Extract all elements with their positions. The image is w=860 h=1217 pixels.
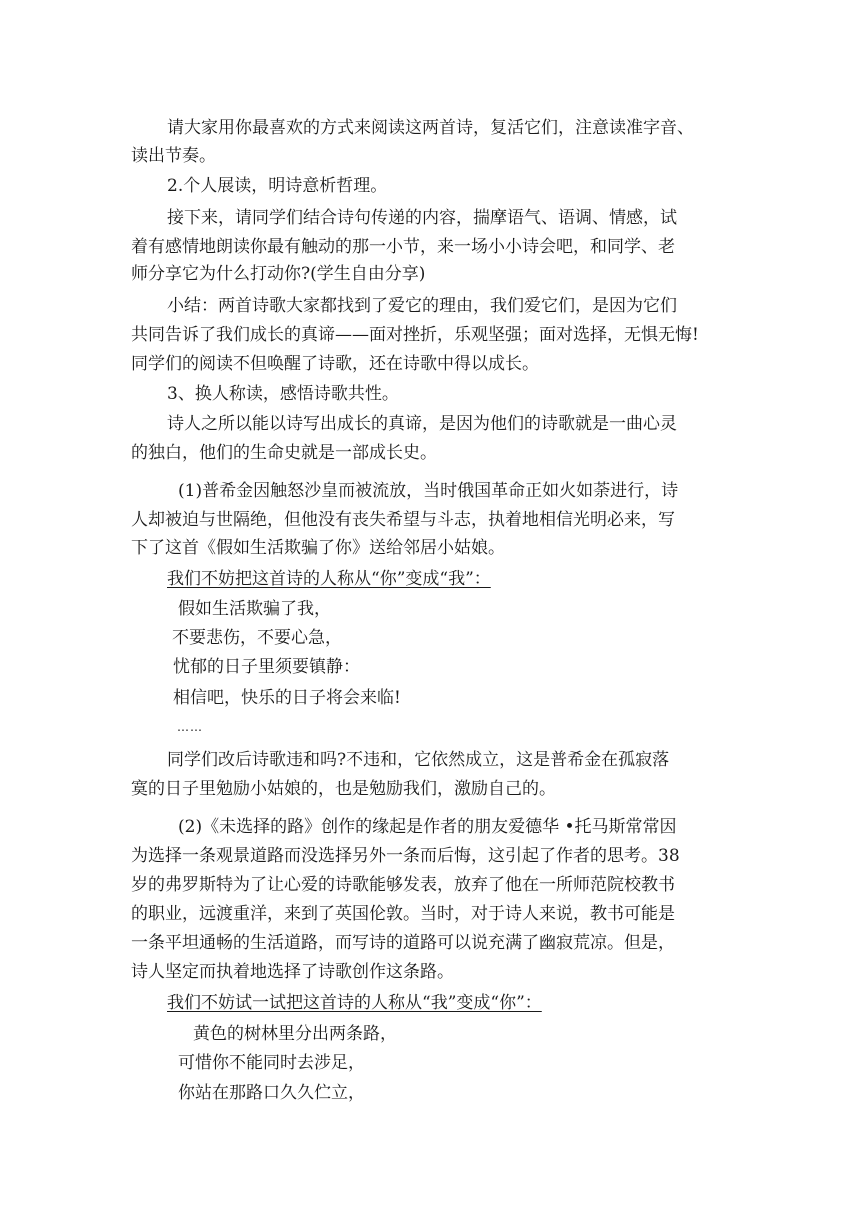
paragraph-line: 岁的弗罗斯特为了让心爱的诗歌能够发表，放弃了他在一所师范院校教书 (131, 875, 675, 895)
poem-line: 相信吧，快乐的日子将会来临! (173, 688, 401, 708)
paragraph-line: (1)普希金因触怒沙皇而被流放，当时俄国革命正如火如荼进行，诗 (178, 481, 679, 501)
paragraph-line: 的职业，远渡重洋，来到了英国伦敦。当时，对于诗人来说，教书可能是 (131, 904, 675, 924)
paragraph-line: 请大家用你最喜欢的方式来阅读这两首诗，复活它们，注意读准字音、 (167, 118, 694, 138)
paragraph-line: 小结：两首诗歌大家都找到了爱它的理由，我们爱它们，是因为它们 (167, 296, 677, 316)
paragraph-line: 共同告诉了我们成长的真谛——面对挫折，乐观坚强；面对选择，无惧无悔! (131, 325, 699, 345)
paragraph-line: 下了这首《假如生活欺骗了你》送给邻居小姑娘。 (131, 538, 505, 558)
underlined-instruction: 我们不妨把这首诗的人称从“你”变成“我”： (167, 569, 491, 589)
paragraph-line: 接下来，请同学们结合诗句传递的内容，揣摩语气、语调、情感，试 (167, 208, 677, 228)
paragraph-line: 寞的日子里勉励小姑娘的，也是勉励我们，激励自己的。 (131, 779, 556, 799)
section-heading: 3、换人称读，感悟诗歌共性。 (167, 384, 399, 404)
paragraph-line: 诗人坚定而执着地选择了诗歌创作这条路。 (131, 962, 454, 982)
paragraph-line: 人却被迫与世隔绝，但他没有丧失希望与斗志，执着地相信光明必来，写 (131, 510, 675, 530)
poem-line: 不要悲伤，不要心急， (172, 628, 342, 648)
paragraph-line: 同学们的阅读不但唤醒了诗歌，还在诗歌中得以成长。 (131, 354, 539, 374)
paragraph-line: 同学们改后诗歌违和吗?不违和，它依然成立，这是普希金在孤寂落 (167, 750, 670, 770)
paragraph-line: 为选择一条观景道路而没选择另外一条而后悔，这引起了作者的思考。38 (131, 846, 680, 866)
underlined-instruction: 我们不妨试一试把这首诗的人称从“我”变成“你”： (167, 993, 542, 1013)
paragraph-line: 的独白，他们的生命史就是一部成长史。 (131, 443, 437, 463)
paragraph-line: (2)《未选择的路》创作的缘起是作者的朋友爱德华 •托马斯常常因 (178, 817, 677, 837)
poem-line: 假如生活欺骗了我， (178, 599, 331, 619)
paragraph-line: 一条平坦通畅的生活道路，而写诗的道路可以说充满了幽寂荒凉。但是， (131, 933, 675, 953)
poem-line: 黄色的树林里分出两条路， (193, 1024, 397, 1044)
paragraph-line: 着有感情地朗读你最有触动的那一小节，来一场小小诗会吧，和同学、老 (131, 237, 675, 257)
paragraph-line: 诗人之所以能以诗写出成长的真谛，是因为他们的诗歌就是一曲心灵 (167, 414, 677, 434)
poem-line: 忧郁的日子里须要镇静： (173, 657, 360, 677)
ellipsis: …… (177, 720, 203, 734)
poem-line: 可惜你不能同时去涉足， (178, 1053, 365, 1073)
paragraph-line: 读出节奏。 (131, 146, 216, 166)
poem-line: 你站在那路口久久伫立， (178, 1083, 365, 1103)
paragraph-line: 师分享它为什么打动你?(学生自由分享) (131, 264, 426, 284)
section-heading: 2.个人展读，明诗意析哲理。 (167, 176, 388, 196)
